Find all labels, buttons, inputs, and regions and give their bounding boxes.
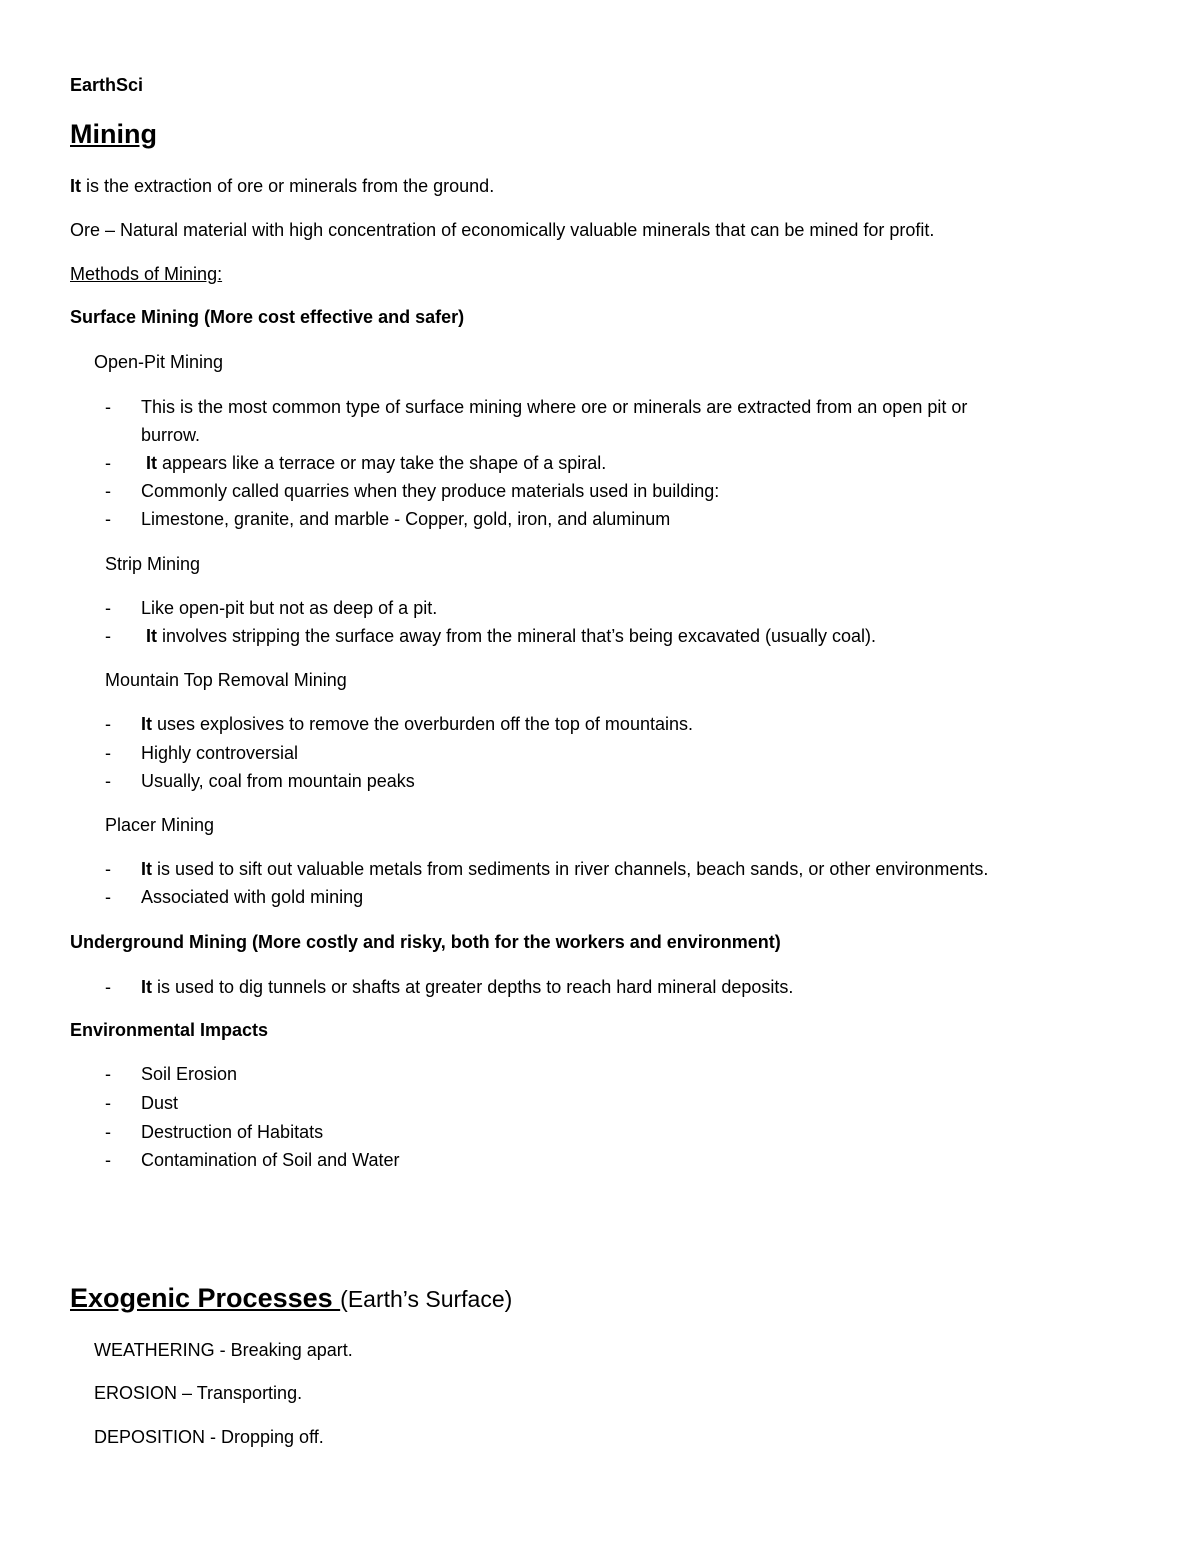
exogenic-subtitle: (Earth’s Surface) [340, 1286, 513, 1312]
lead-word: It [141, 977, 152, 997]
erosion-line: EROSION – Transporting. [94, 1383, 303, 1403]
placer-bullet-2: Associated with gold mining [141, 887, 364, 907]
environmental-impacts-heading: Environmental Impacts [70, 1020, 269, 1040]
deposition-line: DEPOSITION - Dropping off. [94, 1427, 324, 1447]
bullet-dash: - [105, 1093, 111, 1113]
strip-mining-heading: Strip Mining [105, 554, 201, 574]
bullet-rest: is used to sift out valuable metals from sediments in river channels, beach sands, or other environments. [152, 859, 989, 879]
bullet-dash: - [105, 1122, 111, 1142]
bullet-dash: - [105, 598, 111, 618]
lead-word: It [146, 626, 157, 646]
open-pit-bullet-2 [146, 453, 606, 474]
bullet-dash: - [105, 1150, 111, 1170]
bullet-dash: - [105, 743, 111, 763]
bullet-dash: - [105, 397, 111, 417]
underground-bullet-1 [141, 977, 793, 998]
open-pit-bullet-1-cont: burrow. [141, 425, 201, 445]
lead-word: It [70, 176, 81, 196]
bullet-dash: - [105, 714, 111, 734]
strip-bullet-2 [146, 626, 876, 647]
mountain-bullet-2: Highly controversial [141, 743, 299, 763]
surface-mining-heading: Surface Mining (More cost effective and safer) [70, 307, 465, 327]
exogenic-title-row [70, 1283, 512, 1314]
placer-bullet-1 [141, 859, 988, 880]
bullet-rest: uses explosives to remove the overburden off the top of mountains. [152, 714, 693, 734]
bullet-dash: - [105, 626, 111, 646]
mountain-bullet-3: Usually, coal from mountain peaks [141, 771, 415, 791]
lead-word: It [146, 453, 157, 473]
exogenic-title: Exogenic Processes [70, 1283, 341, 1313]
mountain-bullet-1 [141, 714, 693, 735]
open-pit-bullet-4: Limestone, granite, and marble - Copper, gold, iron, and aluminum [141, 509, 671, 529]
bullet-dash: - [105, 859, 111, 879]
placer-mining-heading: Placer Mining [105, 815, 215, 835]
strip-bullet-1: Like open-pit but not as deep of a pit. [141, 598, 438, 618]
open-pit-bullet-3: Commonly called quarries when they produce materials used in building: [141, 481, 720, 501]
ore-definition: Ore – Natural material with high concentration of economically valuable minerals that can be mined for profit. [70, 220, 935, 240]
definition-text [70, 176, 494, 197]
bullet-dash: - [105, 453, 111, 473]
header-label: EarthSci [70, 75, 144, 95]
bullet-dash: - [105, 887, 111, 907]
bullet-dash: - [105, 1064, 111, 1084]
open-pit-heading: Open-Pit Mining [94, 352, 224, 372]
bullet-dash: - [105, 509, 111, 529]
underground-mining-heading: Underground Mining (More costly and risky, both for the workers and environment) [70, 932, 781, 952]
bullet-dash: - [105, 481, 111, 501]
lead-word: It [141, 859, 152, 879]
definition-rest: is the extraction of ore or minerals from the ground. [81, 176, 495, 196]
impact-item: Soil Erosion [141, 1064, 238, 1084]
bullet-rest: involves stripping the surface away from the mineral that’s being excavated (usually coal). [157, 626, 877, 646]
page-title: Mining [70, 119, 157, 149]
methods-heading: Methods of Mining: [70, 264, 223, 284]
mountain-top-heading: Mountain Top Removal Mining [105, 670, 347, 690]
impact-item: Destruction of Habitats [141, 1122, 324, 1142]
lead-word: It [141, 714, 152, 734]
open-pit-bullet-1: This is the most common type of surface mining where ore or minerals are extracted from an open pit or [141, 397, 968, 417]
weathering-line: WEATHERING - Breaking apart. [94, 1340, 353, 1360]
bullet-rest: is used to dig tunnels or shafts at greater depths to reach hard mineral deposits. [152, 977, 794, 997]
bullet-dash: - [105, 771, 111, 791]
bullet-dash: - [105, 977, 111, 997]
impact-item: Contamination of Soil and Water [141, 1150, 400, 1170]
impact-item: Dust [141, 1093, 179, 1113]
bullet-rest: appears like a terrace or may take the shape of a spiral. [157, 453, 607, 473]
